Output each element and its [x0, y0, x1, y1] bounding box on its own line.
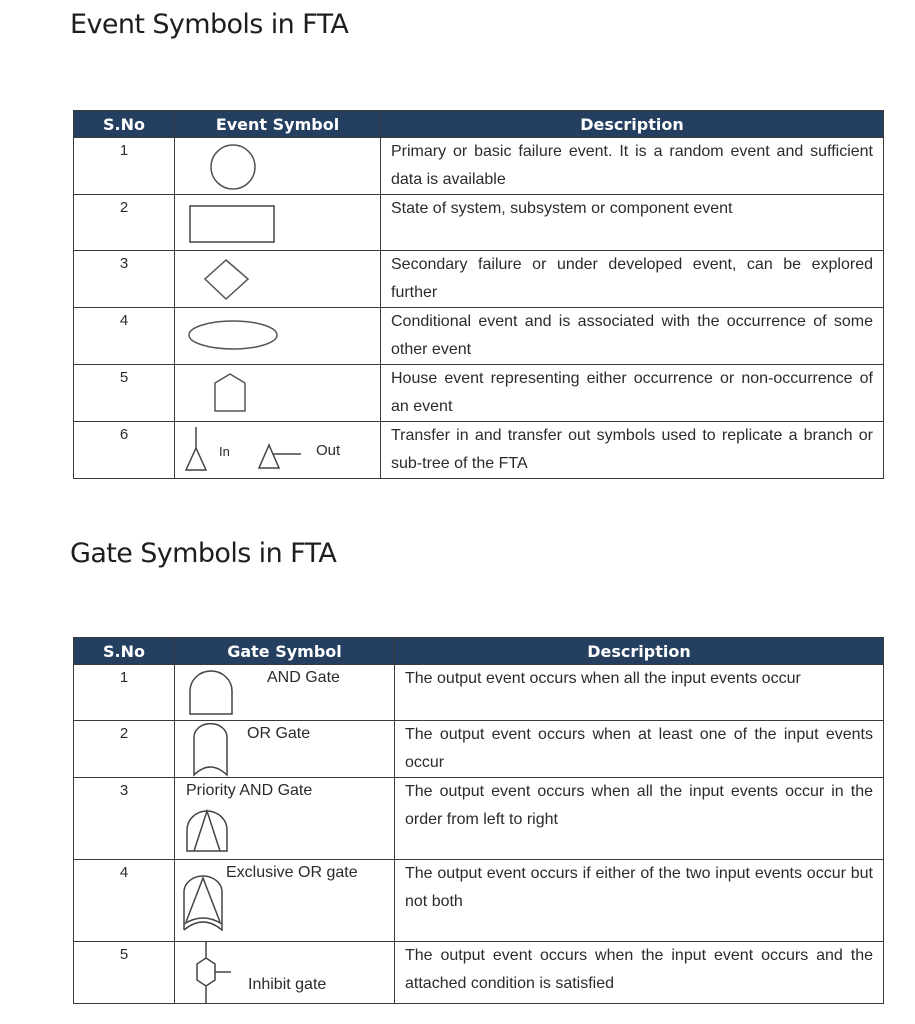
sno-cell: 3 — [74, 778, 175, 860]
symbol-cell — [175, 138, 381, 195]
sno-cell: 2 — [74, 195, 175, 251]
sno-cell: 6 — [74, 422, 175, 479]
table-header-row — [74, 111, 884, 138]
table-row — [74, 942, 884, 1004]
description-cell: The output event occurs when at least one of the input events occur — [395, 721, 884, 778]
symbol-cell — [175, 665, 395, 721]
table-row — [74, 721, 884, 778]
sno-cell: 4 — [74, 860, 175, 942]
priority-and-gate-icon — [184, 808, 230, 854]
transfer-in-label: In — [219, 444, 230, 459]
sno-cell: 3 — [74, 251, 175, 308]
or-gate-icon — [191, 723, 231, 777]
symbol-cell — [175, 251, 381, 308]
sno-cell: 4 — [74, 308, 175, 365]
transfer-out-icon — [257, 442, 309, 472]
description-cell: State of system, subsystem or component event — [381, 195, 884, 251]
table-header-row — [74, 638, 884, 665]
description-cell: Transfer in and transfer out symbols used to replicate a branch or sub-tree of the FTA — [381, 422, 884, 479]
header-event-symbol: Event Symbol — [175, 111, 381, 138]
symbol-cell — [175, 778, 395, 860]
rectangle-icon — [189, 205, 279, 245]
transfer-out-label: Out — [316, 442, 341, 459]
table-row — [74, 195, 884, 251]
house-icon — [212, 371, 252, 415]
transfer-in-icon — [184, 426, 210, 474]
header-description: Description — [395, 638, 884, 665]
symbol-cell — [175, 860, 395, 942]
symbol-cell — [175, 942, 395, 1004]
table-row — [74, 665, 884, 721]
table-row — [74, 138, 884, 195]
description-cell: Conditional event and is associated with the occurrence of some other event — [381, 308, 884, 365]
description-cell: Secondary failure or under developed event, can be explored further — [381, 251, 884, 308]
header-sno: S.No — [74, 638, 175, 665]
table-row — [74, 251, 884, 308]
table-row — [74, 365, 884, 422]
gate-symbols-title: Gate Symbols in FTA — [70, 538, 337, 569]
gate-label: Exclusive OR gate — [226, 864, 358, 881]
gate-label: Priority AND Gate — [186, 782, 313, 799]
description-cell: Primary or basic failure event. It is a random event and sufficient data is available — [381, 138, 884, 195]
description-cell: The output event occurs when the input event occurs and the attached condition is satisfied — [395, 942, 884, 1004]
gate-label: OR Gate — [247, 725, 311, 742]
header-description: Description — [381, 111, 884, 138]
description-cell: House event representing either occurrence or non-occurrence of an event — [381, 365, 884, 422]
description-cell: The output event occurs when all the input events occur — [395, 665, 884, 721]
symbol-cell — [175, 721, 395, 778]
sno-cell: 2 — [74, 721, 175, 778]
symbol-cell — [175, 308, 381, 365]
sno-cell: 1 — [74, 665, 175, 721]
sno-cell: 5 — [74, 365, 175, 422]
table-row — [74, 778, 884, 860]
symbol-cell — [175, 195, 381, 251]
ellipse-icon — [187, 319, 281, 353]
table-row — [74, 308, 884, 365]
header-sno: S.No — [74, 111, 175, 138]
diamond-icon — [202, 258, 252, 302]
sno-cell: 5 — [74, 942, 175, 1004]
event-symbols-table — [73, 110, 884, 479]
circle-icon — [208, 143, 258, 191]
table-row — [74, 860, 884, 942]
symbol-cell — [175, 422, 381, 479]
gate-symbols-table — [73, 637, 884, 1004]
sno-cell: 1 — [74, 138, 175, 195]
event-symbols-title: Event Symbols in FTA — [70, 9, 349, 40]
header-gate-symbol: Gate Symbol — [175, 638, 395, 665]
and-gate-icon — [187, 669, 235, 717]
gate-label: AND Gate — [267, 669, 340, 686]
description-cell: The output event occurs when all the input events occur in the order from left to right — [395, 778, 884, 860]
symbol-cell — [175, 365, 381, 422]
description-cell: The output event occurs if either of the two input events occur but not both — [395, 860, 884, 942]
exclusive-or-gate-icon — [181, 874, 227, 938]
gate-label: Inhibit gate — [248, 976, 327, 993]
table-row — [74, 422, 884, 479]
inhibit-gate-icon — [189, 942, 241, 1004]
